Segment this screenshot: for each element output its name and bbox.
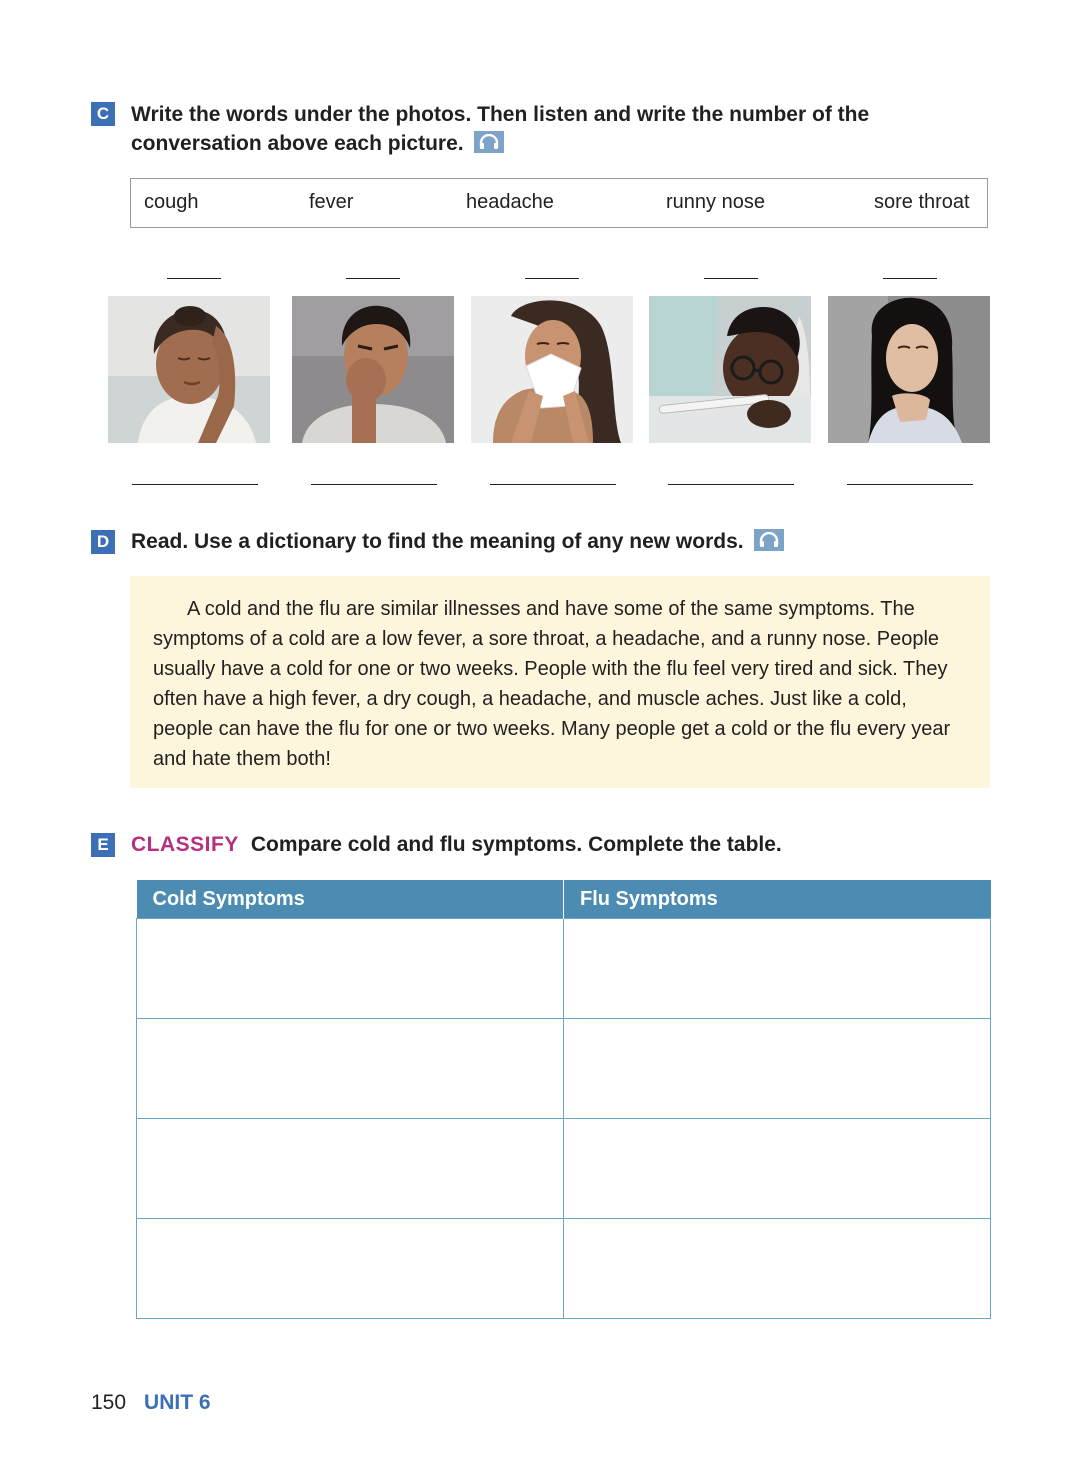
answer-blank-3[interactable] — [490, 484, 616, 485]
flu-symptom-cell[interactable] — [564, 1219, 991, 1319]
table-row — [137, 1219, 991, 1319]
flu-symptom-cell[interactable] — [564, 1119, 991, 1219]
photo-man-coughing-into-fist — [292, 296, 454, 443]
photo-man-with-thermometer — [649, 296, 811, 443]
section-c-instruction — [131, 100, 991, 158]
table-header-cold: Cold Symptoms — [137, 880, 564, 919]
section-c-instruction-line1: Write the words under the photos. Then listen and write the number of the — [131, 103, 870, 126]
classify-label: CLASSIFY — [131, 833, 239, 856]
word-bank-item: runny nose — [666, 191, 765, 213]
section-c-instruction-line2: conversation above each picture. — [131, 132, 464, 155]
headphones-icon[interactable] — [754, 529, 784, 551]
word-bank — [130, 178, 988, 228]
photo-woman-holding-head — [108, 296, 270, 443]
flu-symptom-cell[interactable] — [564, 919, 991, 1019]
number-blank-1[interactable] — [167, 278, 221, 279]
answer-blank-1[interactable] — [132, 484, 258, 485]
word-bank-item: cough — [144, 191, 199, 213]
word-bank-item: sore throat — [874, 191, 970, 213]
photo-woman-blowing-nose — [471, 296, 633, 443]
unit-label: UNIT 6 — [144, 1391, 211, 1414]
page-footer — [91, 1391, 211, 1415]
symptoms-table — [136, 880, 991, 1319]
headphones-icon[interactable] — [474, 131, 504, 153]
answer-blank-2[interactable] — [311, 484, 437, 485]
section-e-badge: E — [91, 833, 115, 857]
number-blank-5[interactable] — [883, 278, 937, 279]
reading-text: A cold and the flu are similar illnesses and have some of the same symptoms. The symptoms of a cold are a low fever, a sore throat, a headache, and a runny nose. People usually have a cold for one or two weeks. People with the flu feel very tired and sick. They often have a high fever, a dry cough, a headache, and muscle aches. Just like a cold, people can have the flu for one or two weeks. Many people get a cold or the flu every year and hate them both! — [153, 598, 951, 770]
word-bank-item: fever — [309, 191, 354, 213]
section-d-instruction-text: Read. Use a dictionary to find the meaning of any new words. — [131, 530, 744, 553]
number-blank-4[interactable] — [704, 278, 758, 279]
number-blank-2[interactable] — [346, 278, 400, 279]
cold-symptom-cell[interactable] — [137, 1119, 564, 1219]
table-row — [137, 1119, 991, 1219]
section-e-instruction — [131, 830, 991, 859]
table-header-flu: Flu Symptoms — [564, 880, 991, 919]
answer-blank-5[interactable] — [847, 484, 973, 485]
section-d-badge: D — [91, 530, 115, 554]
number-blank-3[interactable] — [525, 278, 579, 279]
cold-symptom-cell[interactable] — [137, 1019, 564, 1119]
word-bank-item: headache — [466, 191, 554, 213]
section-e-instruction-text: Compare cold and flu symptoms. Complete the table. — [250, 833, 782, 856]
cold-symptom-cell[interactable] — [137, 1219, 564, 1319]
table-row — [137, 919, 991, 1019]
section-d-instruction — [131, 527, 991, 556]
table-row — [137, 1019, 991, 1119]
section-c-badge: C — [91, 102, 115, 126]
reading-passage — [130, 576, 990, 788]
photo-woman-holding-throat — [828, 296, 990, 443]
cold-symptom-cell[interactable] — [137, 919, 564, 1019]
page-number: 150 — [91, 1391, 127, 1414]
answer-blank-4[interactable] — [668, 484, 794, 485]
flu-symptom-cell[interactable] — [564, 1019, 991, 1119]
